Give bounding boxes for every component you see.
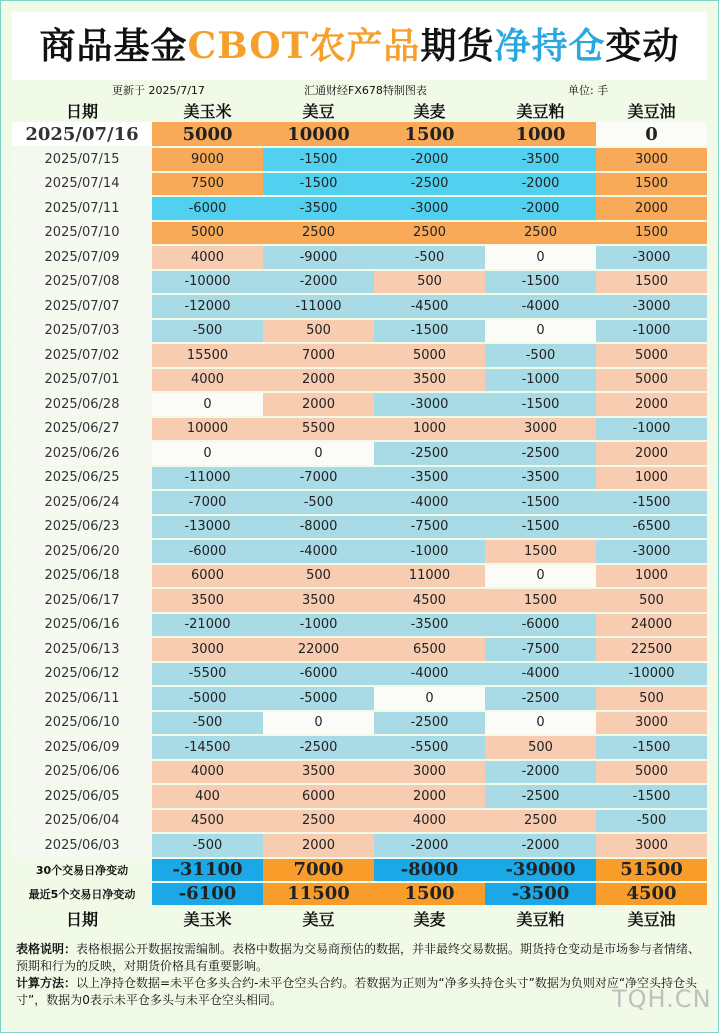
value-cell: 2000 <box>263 393 374 418</box>
net-position-table <box>12 98 707 930</box>
column-header: 美麦 <box>413 909 446 929</box>
table-row <box>12 246 707 271</box>
value-cell: -10000 <box>152 271 263 296</box>
table-body <box>12 122 707 907</box>
table-description <box>16 941 706 975</box>
value-cell: -3500 <box>374 467 485 492</box>
table-row <box>12 295 707 320</box>
value-cell: -9000 <box>263 246 374 271</box>
value-cell: -6000 <box>152 540 263 565</box>
value-cell: 2000 <box>374 785 485 810</box>
date-cell: 2025/06/18 <box>12 565 152 590</box>
value-cell: -3000 <box>596 295 707 320</box>
value-cell: -500 <box>152 712 263 737</box>
date-cell: 2025/07/07 <box>12 295 152 320</box>
date-cell: 2025/06/20 <box>12 540 152 565</box>
value-cell: -8000 <box>374 859 485 883</box>
value-cell: -4000 <box>485 663 596 688</box>
value-cell: -6000 <box>263 663 374 688</box>
value-cell: 2000 <box>596 393 707 418</box>
date-cell: 2025/07/16 <box>12 122 152 148</box>
value-cell: 1500 <box>374 122 485 148</box>
value-cell: -500 <box>263 491 374 516</box>
value-cell: 2000 <box>263 369 374 394</box>
value-cell: -5000 <box>263 687 374 712</box>
value-cell: -1500 <box>485 491 596 516</box>
date-cell: 2025/06/23 <box>12 516 152 541</box>
description-label: 表格说明： <box>16 942 77 956</box>
value-cell: 6500 <box>374 638 485 663</box>
value-cell: -500 <box>596 810 707 835</box>
value-cell: 0 <box>263 712 374 737</box>
value-cell: -6000 <box>485 614 596 639</box>
date-cell: 2025/06/06 <box>12 761 152 786</box>
value-cell: 51500 <box>596 859 707 883</box>
table-row <box>12 859 707 883</box>
value-cell: 0 <box>485 320 596 345</box>
summary-label: 最近5个交易日净变动 <box>12 883 152 907</box>
value-cell: 5000 <box>374 344 485 369</box>
value-cell: 2500 <box>263 810 374 835</box>
value-cell: 5000 <box>152 122 263 148</box>
value-cell: -1000 <box>263 614 374 639</box>
calculation-method <box>16 975 706 1009</box>
value-cell: 500 <box>596 589 707 614</box>
value-cell: -1000 <box>374 540 485 565</box>
column-header: 美豆油 <box>627 909 676 929</box>
value-cell: -3500 <box>374 614 485 639</box>
value-cell: -7000 <box>263 467 374 492</box>
page-title <box>12 12 707 80</box>
table-row <box>12 565 707 590</box>
value-cell: 5000 <box>596 369 707 394</box>
date-cell: 2025/07/02 <box>12 344 152 369</box>
date-cell: 2025/06/24 <box>12 491 152 516</box>
value-cell: -21000 <box>152 614 263 639</box>
table-row <box>12 122 707 148</box>
value-cell: 0 <box>485 712 596 737</box>
method-text: 以上净持仓数据=未平仓多头合约-未平仓空头合约。若数据为正则为“净多头持仓头寸”数据为负则对应“净空头持仓头寸”，数据为0表示未平仓多头与未平仓空头相同。 <box>16 976 698 1007</box>
value-cell: -6000 <box>152 197 263 222</box>
value-cell: -39000 <box>485 859 596 883</box>
value-cell: -5500 <box>152 663 263 688</box>
value-cell: 3000 <box>596 148 707 173</box>
value-cell: 6000 <box>263 785 374 810</box>
value-cell: 0 <box>485 246 596 271</box>
value-cell: -7500 <box>485 638 596 663</box>
value-cell: -8000 <box>263 516 374 541</box>
value-cell: 1500 <box>596 173 707 198</box>
value-cell: 2000 <box>263 834 374 859</box>
value-cell: 10000 <box>263 122 374 148</box>
value-cell: 500 <box>596 687 707 712</box>
value-cell: 3000 <box>596 834 707 859</box>
value-cell: 3500 <box>152 589 263 614</box>
value-cell: 4000 <box>152 761 263 786</box>
value-cell: -1500 <box>263 148 374 173</box>
value-cell: 22000 <box>263 638 374 663</box>
value-cell: -6100 <box>152 883 263 907</box>
date-cell: 2025/07/09 <box>12 246 152 271</box>
table-row <box>12 148 707 173</box>
table-row <box>12 614 707 639</box>
unit-label: 单位: 手 <box>568 84 609 97</box>
value-cell: 5000 <box>596 761 707 786</box>
value-cell: -4500 <box>374 295 485 320</box>
value-cell: 3000 <box>596 712 707 737</box>
date-cell: 2025/06/28 <box>12 393 152 418</box>
value-cell: -1500 <box>596 785 707 810</box>
value-cell: 7000 <box>263 344 374 369</box>
date-cell: 2025/06/16 <box>12 614 152 639</box>
value-cell: -3000 <box>596 246 707 271</box>
value-cell: -3000 <box>374 393 485 418</box>
value-cell: 0 <box>152 393 263 418</box>
title-part-2: CBOT农产品 <box>187 25 421 67</box>
value-cell: -2500 <box>485 442 596 467</box>
value-cell: 500 <box>263 565 374 590</box>
column-header: 美玉米 <box>183 909 232 929</box>
value-cell: 1500 <box>596 271 707 296</box>
notes <box>16 941 706 1009</box>
table-row <box>12 516 707 541</box>
value-cell: -500 <box>152 834 263 859</box>
value-cell: -2000 <box>374 148 485 173</box>
updated-date: 更新于 2025/7/17 <box>112 84 205 97</box>
value-cell: 500 <box>485 736 596 761</box>
value-cell: 7000 <box>263 859 374 883</box>
value-cell: -2000 <box>485 197 596 222</box>
value-cell: -2000 <box>485 173 596 198</box>
value-cell: -2500 <box>263 736 374 761</box>
date-cell: 2025/06/04 <box>12 810 152 835</box>
table-row <box>12 712 707 737</box>
value-cell: -2500 <box>374 173 485 198</box>
title-part-4: 净持仓 <box>494 25 606 67</box>
footer-header-row <box>12 907 707 930</box>
value-cell: 1000 <box>374 418 485 443</box>
value-cell: 500 <box>374 271 485 296</box>
table-row <box>12 344 707 369</box>
value-cell: -4000 <box>485 295 596 320</box>
value-cell: -2500 <box>485 687 596 712</box>
date-cell: 2025/07/14 <box>12 173 152 198</box>
value-cell: 1500 <box>485 589 596 614</box>
title-part-3: 期货 <box>420 25 495 67</box>
column-header: 美麦 <box>413 101 446 121</box>
value-cell: -2000 <box>374 834 485 859</box>
value-cell: 7500 <box>152 173 263 198</box>
value-cell: -7500 <box>374 516 485 541</box>
table-row <box>12 369 707 394</box>
value-cell: -31100 <box>152 859 263 883</box>
value-cell: 3500 <box>374 369 485 394</box>
value-cell: -500 <box>374 246 485 271</box>
value-cell: 3000 <box>152 638 263 663</box>
table-row <box>12 761 707 786</box>
value-cell: -4000 <box>374 663 485 688</box>
date-cell: 2025/06/25 <box>12 467 152 492</box>
date-cell: 2025/07/08 <box>12 271 152 296</box>
value-cell: 0 <box>152 442 263 467</box>
date-cell: 2025/06/26 <box>12 442 152 467</box>
value-cell: 400 <box>152 785 263 810</box>
value-cell: -3000 <box>374 197 485 222</box>
date-cell: 2025/06/03 <box>12 834 152 859</box>
column-header: 日期 <box>65 909 98 929</box>
value-cell: 1000 <box>596 467 707 492</box>
column-header: 美豆粕 <box>516 101 565 121</box>
value-cell: -1500 <box>263 173 374 198</box>
value-cell: -500 <box>485 344 596 369</box>
value-cell: -4000 <box>263 540 374 565</box>
value-cell: -4000 <box>374 491 485 516</box>
date-cell: 2025/07/01 <box>12 369 152 394</box>
value-cell: 5000 <box>152 222 263 247</box>
value-cell: 6000 <box>152 565 263 590</box>
date-cell: 2025/06/10 <box>12 712 152 737</box>
method-label: 计算方法： <box>16 976 77 990</box>
value-cell: 0 <box>485 565 596 590</box>
table-row <box>12 663 707 688</box>
column-header: 美豆粕 <box>516 909 565 929</box>
table-row <box>12 736 707 761</box>
table-row <box>12 197 707 222</box>
table-row <box>12 785 707 810</box>
table-row <box>12 222 707 247</box>
value-cell: -1500 <box>485 516 596 541</box>
value-cell: -3000 <box>596 540 707 565</box>
value-cell: -3500 <box>263 197 374 222</box>
value-cell: -3500 <box>485 148 596 173</box>
watermark: TQH.CN <box>612 985 712 1013</box>
description-text: 表格根据公开数据按需编制。表格中数据为交易商预估的数据，并非最终交易数据。期货持仓变动是市场参与者情绪、预期和行为的反映，对期货价格具有重要影响。 <box>16 942 701 973</box>
value-cell: 1000 <box>485 122 596 148</box>
value-cell: -2500 <box>374 712 485 737</box>
column-header: 日期 <box>65 101 98 121</box>
value-cell: 1500 <box>596 222 707 247</box>
column-header: 美豆 <box>302 101 335 121</box>
value-cell: -500 <box>152 320 263 345</box>
value-cell: -14500 <box>152 736 263 761</box>
value-cell: 4000 <box>152 246 263 271</box>
value-cell: -2000 <box>485 761 596 786</box>
source-label: 汇通财经FX678特制图表 <box>304 84 427 97</box>
value-cell: 1000 <box>596 565 707 590</box>
value-cell: 0 <box>263 442 374 467</box>
value-cell: 11500 <box>263 883 374 907</box>
value-cell: 4500 <box>596 883 707 907</box>
value-cell: 2500 <box>263 222 374 247</box>
title-part-5: 变动 <box>605 25 680 67</box>
value-cell: -1000 <box>485 369 596 394</box>
value-cell: 0 <box>374 687 485 712</box>
table-row <box>12 271 707 296</box>
column-header: 美豆油 <box>627 101 676 121</box>
value-cell: -10000 <box>596 663 707 688</box>
date-cell: 2025/07/15 <box>12 148 152 173</box>
date-cell: 2025/07/11 <box>12 197 152 222</box>
table-row <box>12 687 707 712</box>
table-row <box>12 589 707 614</box>
value-cell: 11000 <box>374 565 485 590</box>
table-row <box>12 540 707 565</box>
date-cell: 2025/06/09 <box>12 736 152 761</box>
value-cell: 500 <box>263 320 374 345</box>
date-cell: 2025/06/11 <box>12 687 152 712</box>
value-cell: 2000 <box>596 197 707 222</box>
value-cell: 2500 <box>374 222 485 247</box>
value-cell: -5500 <box>374 736 485 761</box>
value-cell: 9000 <box>152 148 263 173</box>
date-cell: 2025/06/13 <box>12 638 152 663</box>
table-row <box>12 834 707 859</box>
value-cell: -13000 <box>152 516 263 541</box>
value-cell: -2500 <box>485 785 596 810</box>
date-cell: 2025/06/05 <box>12 785 152 810</box>
value-cell: -5000 <box>152 687 263 712</box>
value-cell: -12000 <box>152 295 263 320</box>
table-row <box>12 638 707 663</box>
value-cell: 3000 <box>485 418 596 443</box>
table-row <box>12 320 707 345</box>
table-row <box>12 393 707 418</box>
date-cell: 2025/07/03 <box>12 320 152 345</box>
column-header: 美玉米 <box>183 101 232 121</box>
value-cell: -7000 <box>152 491 263 516</box>
value-cell: -1500 <box>596 736 707 761</box>
table-row <box>12 467 707 492</box>
value-cell: 3500 <box>263 761 374 786</box>
table-row <box>12 810 707 835</box>
value-cell: -6500 <box>596 516 707 541</box>
value-cell: 0 <box>596 122 707 148</box>
date-cell: 2025/06/12 <box>12 663 152 688</box>
value-cell: -2000 <box>263 271 374 296</box>
value-cell: 2500 <box>485 222 596 247</box>
value-cell: 2500 <box>485 810 596 835</box>
date-cell: 2025/06/27 <box>12 418 152 443</box>
table-row <box>12 418 707 443</box>
summary-label: 30个交易日净变动 <box>12 859 152 883</box>
value-cell: -11000 <box>152 467 263 492</box>
table-row <box>12 173 707 198</box>
value-cell: 3500 <box>263 589 374 614</box>
date-cell: 2025/06/17 <box>12 589 152 614</box>
value-cell: 15500 <box>152 344 263 369</box>
value-cell: 4000 <box>152 369 263 394</box>
value-cell: -3500 <box>485 883 596 907</box>
value-cell: 2000 <box>596 442 707 467</box>
value-cell: -1000 <box>596 320 707 345</box>
value-cell: 5000 <box>596 344 707 369</box>
value-cell: -2000 <box>485 834 596 859</box>
value-cell: -1500 <box>485 393 596 418</box>
value-cell: 10000 <box>152 418 263 443</box>
value-cell: 4500 <box>374 589 485 614</box>
column-header: 美豆 <box>302 909 335 929</box>
header-row <box>12 98 707 122</box>
value-cell: 4500 <box>152 810 263 835</box>
value-cell: 22500 <box>596 638 707 663</box>
date-cell: 2025/07/10 <box>12 222 152 247</box>
value-cell: -11000 <box>263 295 374 320</box>
value-cell: 1500 <box>374 883 485 907</box>
value-cell: 3000 <box>374 761 485 786</box>
title-part-1: 商品基金 <box>39 25 188 67</box>
value-cell: 4000 <box>374 810 485 835</box>
value-cell: -1500 <box>374 320 485 345</box>
value-cell: 1500 <box>485 540 596 565</box>
value-cell: 24000 <box>596 614 707 639</box>
table-row <box>12 442 707 467</box>
value-cell: -2500 <box>374 442 485 467</box>
value-cell: 5500 <box>263 418 374 443</box>
table-row <box>12 491 707 516</box>
value-cell: -1500 <box>596 491 707 516</box>
value-cell: -3500 <box>485 467 596 492</box>
value-cell: -1000 <box>596 418 707 443</box>
value-cell: -1500 <box>485 271 596 296</box>
table-row <box>12 883 707 907</box>
